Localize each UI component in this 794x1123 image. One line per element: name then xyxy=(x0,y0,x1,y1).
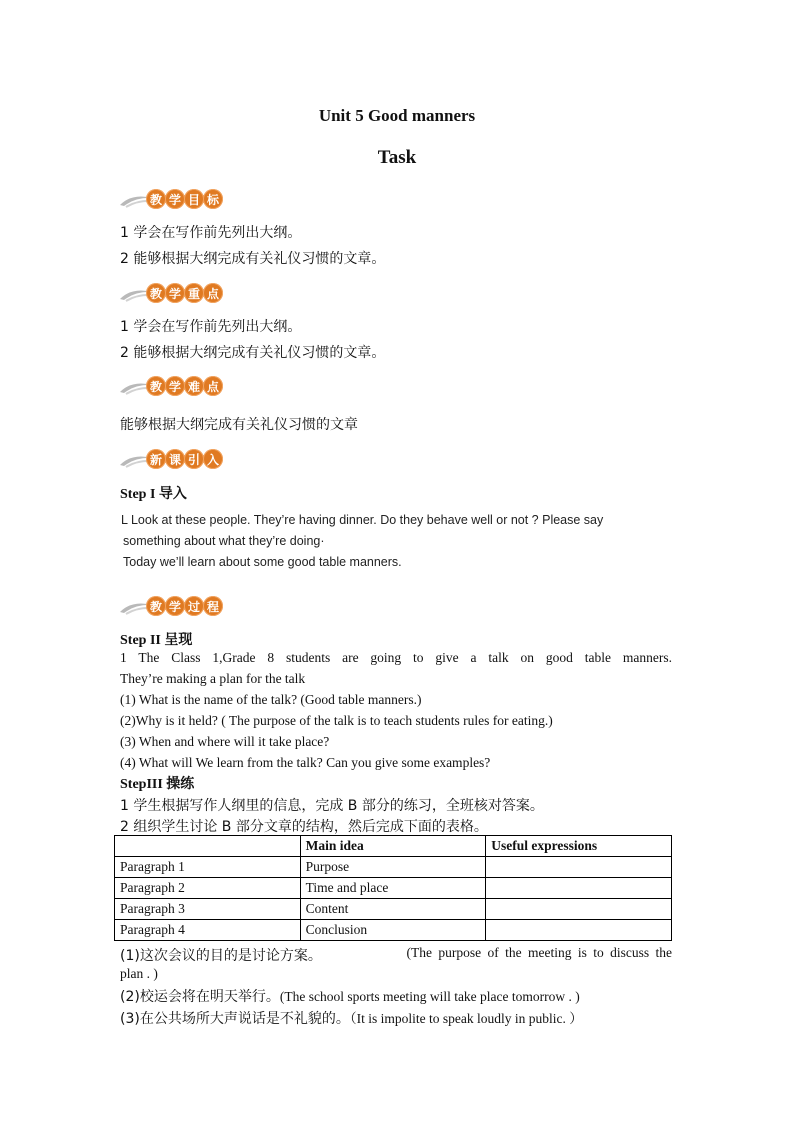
step1-heading: Step I 导入 xyxy=(120,487,187,502)
step2-line-1: 1 The Class 1,Grade 8 students are going to give a talk on good table manners. xyxy=(120,650,672,665)
example-3-chinese: (3)在公共场所大声说话是不礼貌的。 xyxy=(120,1011,350,1027)
example-3 xyxy=(120,1007,583,1028)
step2-heading: Step II 呈现 xyxy=(120,633,193,648)
table-cell: Content xyxy=(300,899,486,920)
table-row xyxy=(115,920,672,941)
table-header-cell: Main idea xyxy=(300,836,486,857)
table-cell: Time and place xyxy=(300,878,486,899)
table-cell xyxy=(486,857,672,878)
step3-heading: StepIII 操练 xyxy=(120,777,195,792)
difficult-point-item-1: 能够根据大纲完成有关礼仪习惯的文章 xyxy=(120,417,358,433)
example-1-english: (The purpose of the meeting is to discuss the xyxy=(406,945,672,960)
example-2 xyxy=(120,986,580,1006)
example-3-english: （It is impolite to speak loudly in public. ） xyxy=(349,1011,583,1026)
table-header-cell: Useful expressions xyxy=(486,836,672,857)
paragraph-table xyxy=(114,835,672,941)
table-cell: Paragraph 4 xyxy=(115,920,301,941)
key-point-item-1: 1 学会在写作前先列出大纲。 xyxy=(120,319,302,335)
example-2-chinese: (2)校运会将在明天举行。 xyxy=(120,989,280,1005)
section-badge-process xyxy=(118,595,222,617)
goal-item-1: 1 学会在写作前先列出大纲。 xyxy=(120,225,302,241)
table-cell: Purpose xyxy=(300,857,486,878)
example-1-continued: plan . ) xyxy=(120,966,158,981)
example-1 xyxy=(120,945,672,965)
table-cell xyxy=(486,920,672,941)
step1-line-2: something about what they’re doing· xyxy=(123,534,325,548)
table-cell: Paragraph 2 xyxy=(115,878,301,899)
step1-line-3: Today we’ll learn about some good table manners. xyxy=(123,555,402,569)
step3-line-1: 1 学生根据写作人纲里的信息，完成 B 部分的练习，全班核对答案。 xyxy=(120,798,544,814)
step2-question-1: (1) What is the name of the talk? (Good table manners.) xyxy=(120,692,422,707)
table-header-row xyxy=(115,836,672,857)
step2-question-2: (2)Why is it held? ( The purpose of the talk is to teach students rules for eating.) xyxy=(120,713,553,728)
table-row xyxy=(115,878,672,899)
unit-title: Unit 5 Good manners xyxy=(318,106,476,125)
table-header-cell xyxy=(115,836,301,857)
step2-question-3: (3) When and where will it take place? xyxy=(120,734,330,749)
section-badge-difficult-points xyxy=(118,375,222,397)
step2-question-4: (4) What will We learn from the talk? Can you give some examples? xyxy=(120,755,491,770)
key-point-item-2: 2 能够根据大纲完成有关礼仪习惯的文章。 xyxy=(120,345,386,361)
example-1-chinese: (1)这次会议的目的是讨论方案。 xyxy=(120,948,322,964)
badge-label: 教 学 重 点 xyxy=(146,283,222,303)
badge-label: 教 学 过 程 xyxy=(146,596,222,616)
badge-label: 教 学 难 点 xyxy=(146,376,222,396)
step1-line-1: L Look at these people. They’re having dinner. Do they behave well or not ? Please say xyxy=(121,513,604,527)
section-badge-goals xyxy=(118,188,222,210)
page-subtitle: Task xyxy=(377,147,417,168)
goal-item-2: 2 能够根据大纲完成有关礼仪习惯的文章。 xyxy=(120,251,386,267)
table-row xyxy=(115,857,672,878)
badge-label: 新 课 引 入 xyxy=(146,449,222,469)
badge-label: 教 学 目 标 xyxy=(146,189,222,209)
table-cell xyxy=(486,878,672,899)
step3-line-2: 2 组织学生讨论 B 部分文章的结构，然后完成下面的表格。 xyxy=(120,819,488,835)
table-row xyxy=(115,899,672,920)
section-badge-intro xyxy=(118,448,222,470)
table-cell: Paragraph 1 xyxy=(115,857,301,878)
table-cell: Conclusion xyxy=(300,920,486,941)
section-badge-key-points xyxy=(118,282,222,304)
step2-line-2: They’re making a plan for the talk xyxy=(120,671,306,686)
example-2-english: (The school sports meeting will take place tomorrow . ) xyxy=(279,989,580,1004)
table-cell xyxy=(486,899,672,920)
table-cell: Paragraph 3 xyxy=(115,899,301,920)
